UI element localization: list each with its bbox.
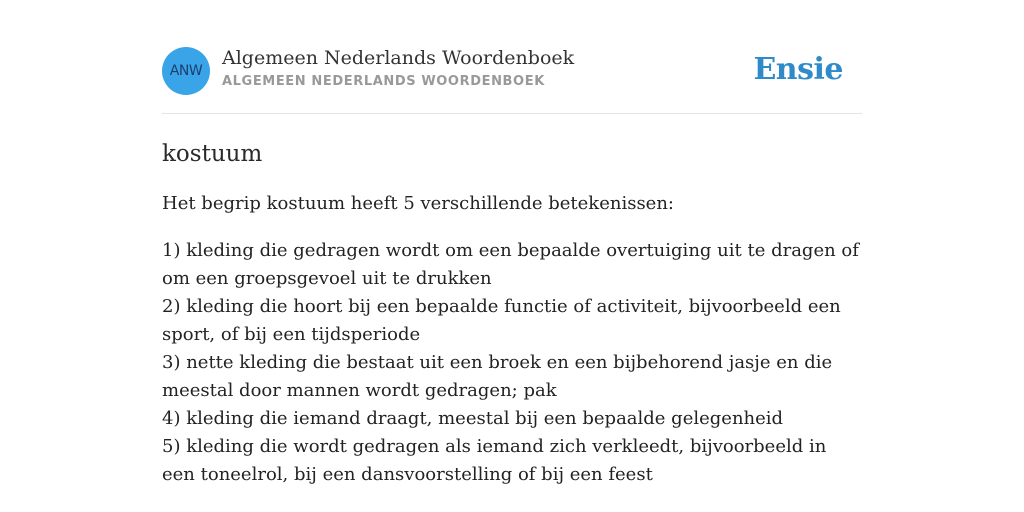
source-subtitle: ALGEMEEN NEDERLANDS WOORDENBOEK <box>222 74 545 89</box>
header <box>162 46 862 114</box>
definition-item: 4) kleding die iemand draagt, meestal bij een bepaalde gelegenheid <box>162 408 784 429</box>
entry-intro: Het begrip kostuum heeft 5 verschillende betekenissen: <box>162 193 674 214</box>
source-title[interactable]: Algemeen Nederlands Woordenboek <box>222 47 575 69</box>
anw-logo[interactable] <box>162 47 210 95</box>
definition-list <box>162 237 862 489</box>
entry-term: kostuum <box>162 141 263 167</box>
definition-item: 1) kleding die gedragen wordt om een bepaalde overtuiging uit te dragen of om een groepsgevoel uit te drukken <box>162 240 859 289</box>
page <box>162 0 862 489</box>
definition-item: 3) nette kleding die bestaat uit een broek en een bijbehorend jasje en die meestal door mannen wordt gedragen; pak <box>162 352 833 401</box>
definition-item: 5) kleding die wordt gedragen als iemand zich verkleedt, bijvoorbeeld in een toneelrol, bij een dansvoorstelling of bij een feest <box>162 436 827 485</box>
source-block <box>222 46 574 94</box>
definition-item: 2) kleding die hoort bij een bepaalde functie of activiteit, bijvoorbeeld een sport, of bij een tijdsperiode <box>162 296 841 345</box>
logo-text: ANW <box>169 63 203 79</box>
ensie-logo[interactable]: Ensie <box>753 52 843 87</box>
